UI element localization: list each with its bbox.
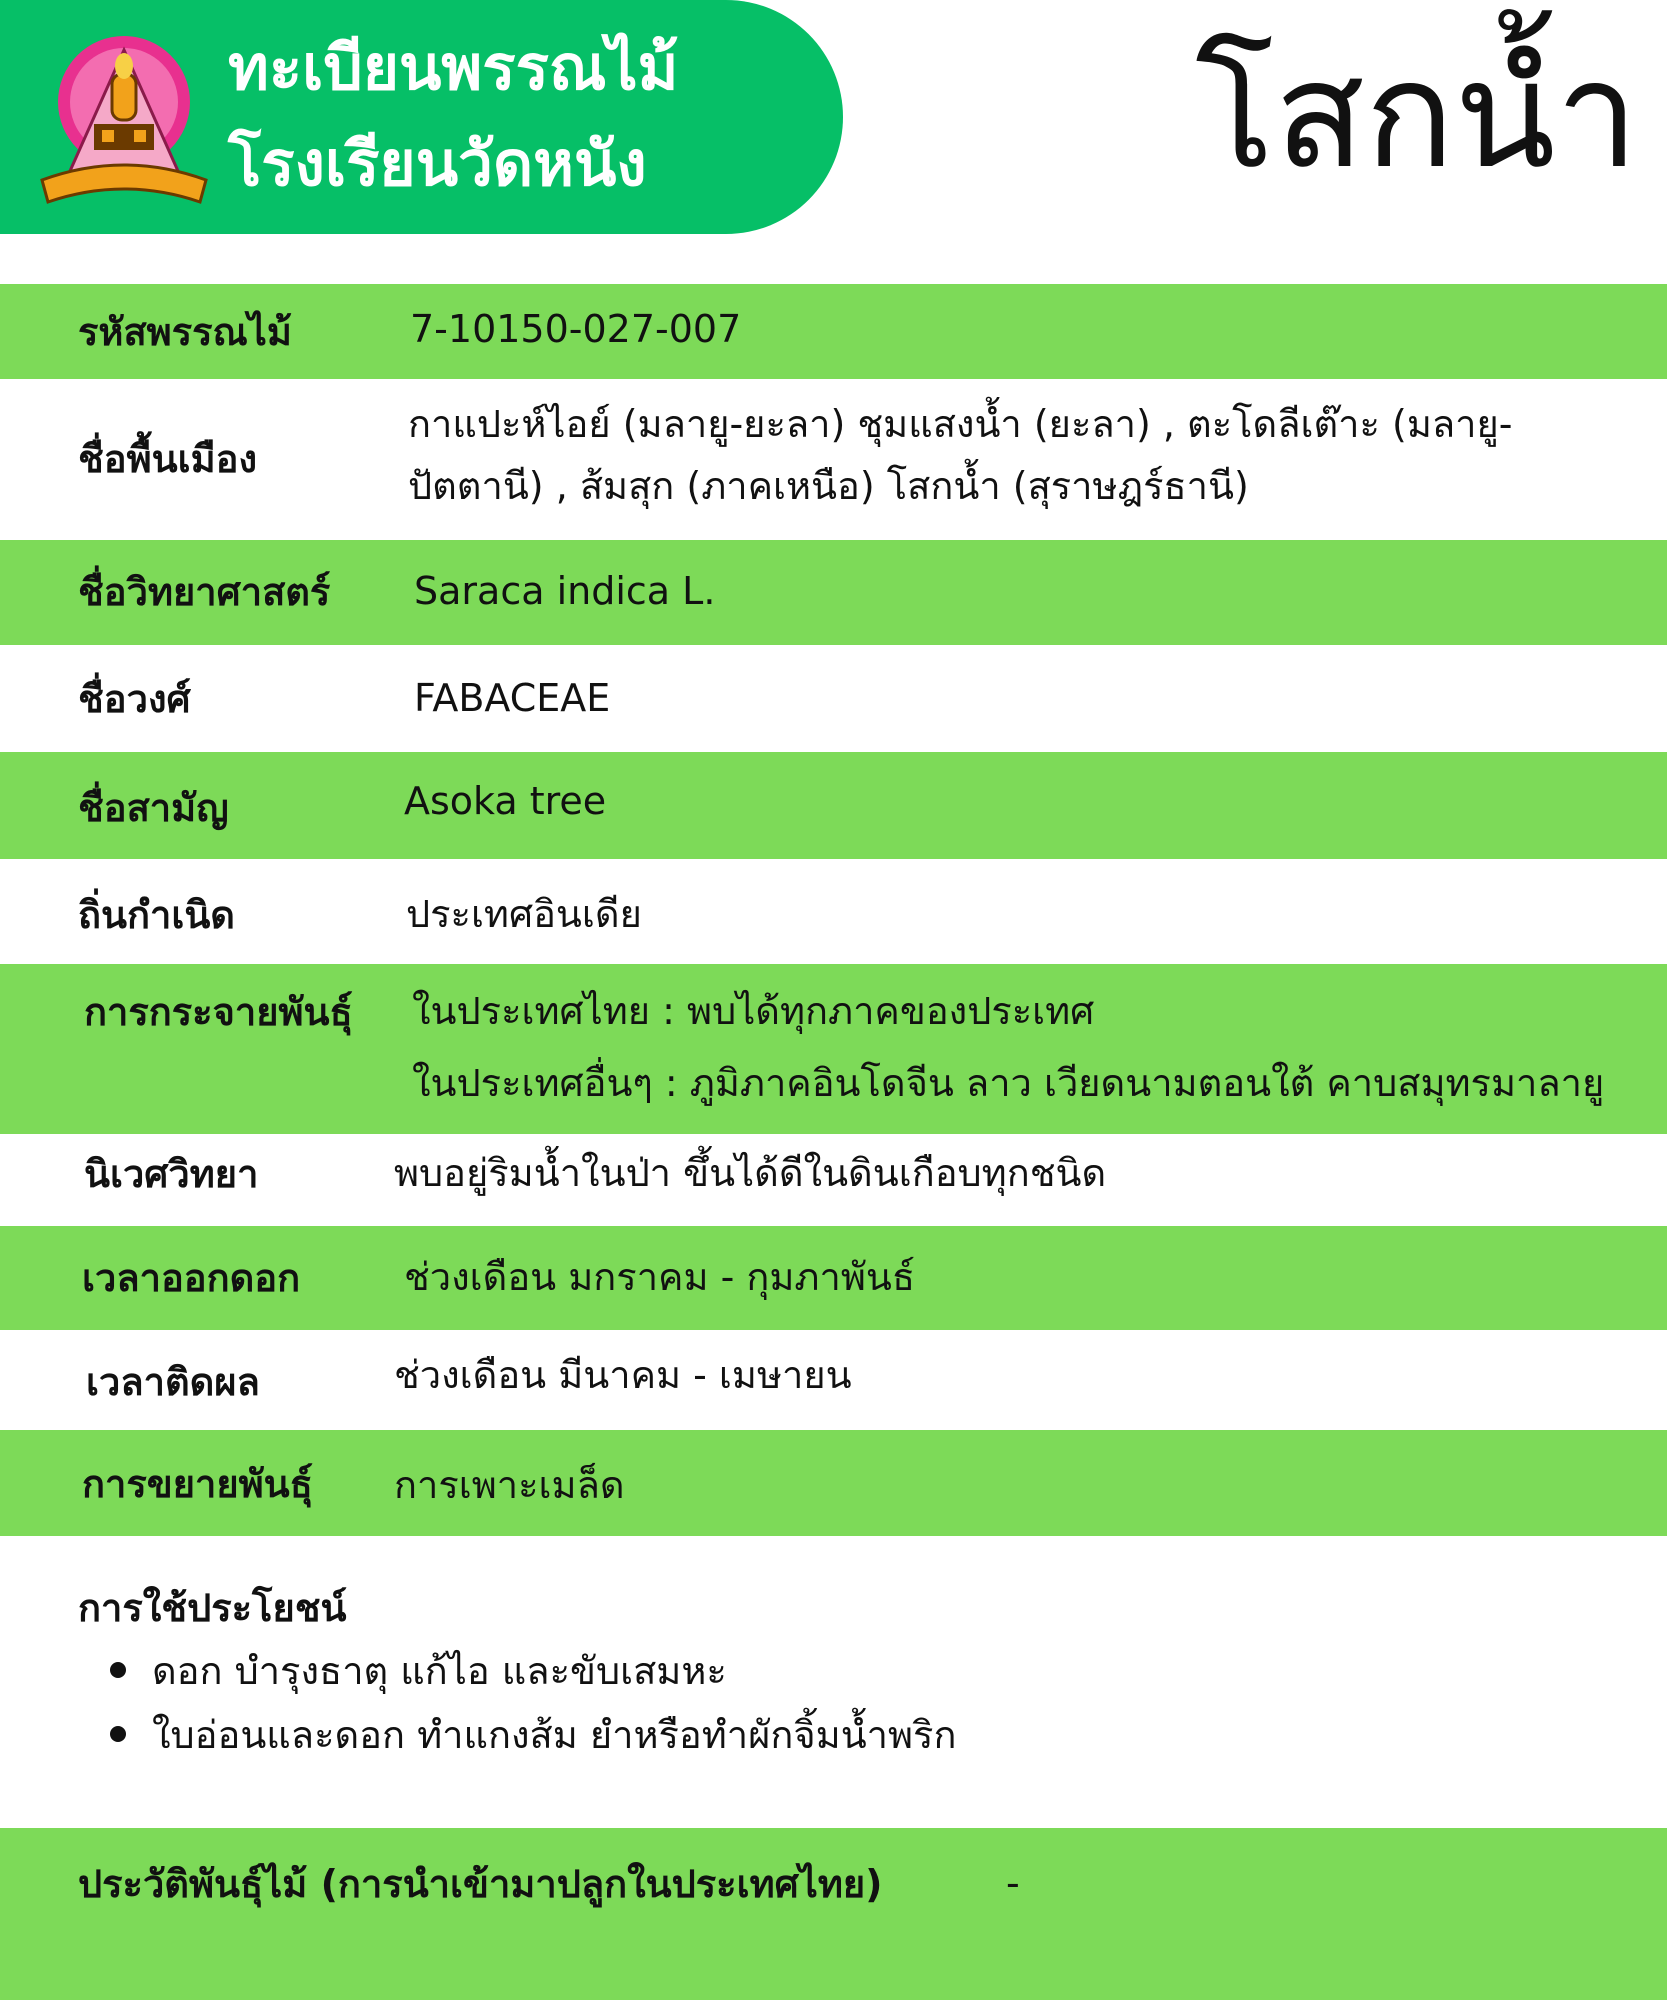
bullet-icon xyxy=(110,1662,126,1678)
row-family xyxy=(0,645,1667,752)
benefit-text: ใบอ่อนและดอก ทำแกงส้ม ยำหรือทำผักจิ้มน้ำพริก xyxy=(152,1713,957,1757)
fruiting-value: ช่วงเดือน มีนาคม - เมษายน xyxy=(394,1353,852,1397)
distribution-value-line1: ในประเทศไทย : พบได้ทุกภาคของประเทศ xyxy=(412,989,1095,1033)
common-name-label: ชื่อสามัญ xyxy=(78,786,229,830)
flowering-label: เวลาออกดอก xyxy=(82,1256,301,1300)
distribution-label: การกระจายพันธุ์ xyxy=(84,990,353,1034)
scientific-name-value: Saraca indica L. xyxy=(414,569,716,613)
row-flowering xyxy=(0,1226,1667,1330)
row-origin xyxy=(0,859,1667,964)
plant-name: โสกน้ำ xyxy=(1195,29,1639,201)
list-item xyxy=(0,1704,1200,1766)
origin-label: ถิ่นกำเนิด xyxy=(78,893,235,937)
fruiting-label: เวลาติดผล xyxy=(86,1360,260,1404)
row-distribution xyxy=(0,964,1667,1134)
history-label: ประวัติพันธุ์ไม้ (การนำเข้ามาปลูกในประเทศไทย) xyxy=(78,1862,883,1906)
row-common-name xyxy=(0,752,1667,859)
bullet-icon xyxy=(110,1726,126,1742)
local-name-value-line2: ปัตตานี) , ส้มสุก (ภาคเหนือ) โสกน้ำ (สุราษฎร์ธานี) xyxy=(408,464,1249,508)
origin-value: ประเทศอินเดีย xyxy=(406,892,642,936)
benefits-title: การใช้ประโยชน์ xyxy=(78,1586,347,1630)
registry-title: ทะเบียนพรรณไม้ xyxy=(228,31,679,104)
school-logo xyxy=(34,30,214,210)
row-history xyxy=(0,1828,1667,2000)
history-value: - xyxy=(1006,1861,1020,1905)
list-item xyxy=(0,1640,1200,1702)
ecology-value: พบอยู่ริมน้ำในป่า ขึ้นได้ดีในดินเกือบทุกชนิด xyxy=(394,1151,1107,1195)
flowering-value: ช่วงเดือน มกราคม - กุมภาพันธ์ xyxy=(404,1255,916,1299)
propagation-value: การเพาะเมล็ด xyxy=(394,1463,625,1507)
benefit-text: ดอก บำรุงธาตุ แก้ไอ และขับเสมหะ xyxy=(152,1649,727,1693)
distribution-value-line2: ในประเทศอื่นๆ : ภูมิภาคอินโดจีน ลาว เวียดนามตอนใต้ คาบสมุทรมาลายู xyxy=(412,1061,1605,1105)
school-name: โรงเรียนวัดหนัง xyxy=(228,127,647,200)
row-scientific-name xyxy=(0,540,1667,645)
code-label: รหัสพรรณไม้ xyxy=(78,310,292,354)
row-propagation xyxy=(0,1430,1667,1536)
scientific-name-label: ชื่อวิทยาศาสตร์ xyxy=(78,570,331,614)
common-name-value: Asoka tree xyxy=(404,779,607,823)
local-name-label: ชื่อพื้นเมือง xyxy=(78,437,258,481)
row-code xyxy=(0,284,1667,379)
row-ecology xyxy=(0,1134,1667,1226)
code-value: 7-10150-027-007 xyxy=(410,307,742,351)
family-label: ชื่อวงศ์ xyxy=(78,677,191,721)
propagation-label: การขยายพันธุ์ xyxy=(82,1462,313,1506)
row-local-name xyxy=(0,379,1667,540)
row-fruiting xyxy=(0,1330,1667,1430)
ecology-label: นิเวศวิทยา xyxy=(84,1152,259,1196)
local-name-value-line1: กาแปะห์ไอย์ (มลายู-ยะลา) ชุมแสงน้ำ (ยะลา) , ตะโดลีเต๊าะ (มลายู- xyxy=(408,402,1513,446)
family-value: FABACEAE xyxy=(414,676,611,720)
